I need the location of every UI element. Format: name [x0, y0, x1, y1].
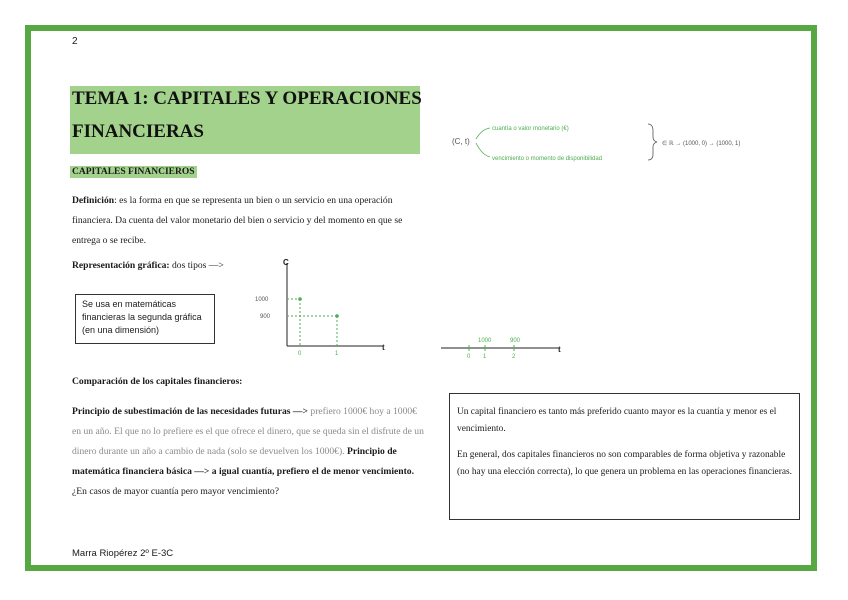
principle2-text: ¿En casos de mayor cuantía pero mayor vencimiento? [72, 486, 279, 497]
summary-paragraph-2: En general, dos capitales financieros no son comparables de forma objetiva y razonable (no hay una elección correcta), lo que genera un problema en las operaciones financieras. [457, 450, 792, 477]
graph2-x-label: t [558, 345, 561, 354]
graph1-y-label: C [283, 258, 289, 267]
graph2-x-tick-1: 1 [483, 354, 487, 360]
lower-branch-label: vencimiento o momento de disponibilidad [492, 156, 603, 162]
graph2-top-label-1000: 1000 [478, 338, 492, 344]
definition-term: Definición [72, 195, 115, 206]
graph1-y-tick-900: 900 [260, 314, 271, 320]
principle2-label: Principio de matemática financiera básica —> a igual cuantía, prefiero el de menor vencimiento. [72, 446, 414, 477]
representation-label: Representación gráfica: [72, 260, 170, 271]
graph-two-dimensions [250, 255, 390, 360]
summary-box [449, 393, 800, 520]
capital-pair-notation: (C, t) [452, 137, 470, 146]
graph1-point-b [335, 314, 339, 318]
capital-example: ∈ ℝ → (1000, 0) → (1000, 1) [662, 141, 741, 147]
graph1-point-a [298, 297, 302, 301]
lower-branch-line [476, 143, 490, 157]
footer-author: Marra Riopérez 2º E-3C [72, 548, 174, 559]
summary-paragraph-1: Un capital financiero es tanto más preferido cuanto mayor es la cuantía y menor es el vencimiento. [457, 407, 777, 434]
principle1-label: Principio de subestimación de las necesidades futuras —> [72, 406, 308, 417]
page-number: 2 [72, 36, 78, 47]
upper-branch-line [476, 128, 490, 139]
page-title-line-1: TEMA 1: CAPITALES Y OPERACIONES [72, 88, 422, 109]
capital-pair-diagram [450, 115, 780, 170]
principles-paragraph [72, 402, 427, 502]
graph2-x-tick-2: 2 [512, 354, 516, 360]
principle1-text: prefiero 1000€ hoy a 1000€ en un año. El que no lo prefiere es el que ofrece el dinero, que se queda sin el disfrute de un dinero durante un año a cambio de nada (solo se devuelven los 1000€). [72, 406, 424, 457]
representation-text: dos tipos —> [169, 260, 224, 271]
definition-text: : es la forma en que se representa un bien o un servicio en una operación financiera. Da cuenta del valor monetario del bien o servicio y del momento en que se entrega o se recibe. [72, 195, 403, 246]
graph2-top-label-900: 900 [510, 338, 521, 344]
graph1-x-label: t [382, 343, 385, 352]
brace-icon [648, 124, 657, 160]
comparison-heading: Comparación de los capitales financieros: [72, 376, 243, 387]
graph-one-dimension [438, 332, 573, 362]
definition-paragraph [72, 191, 422, 251]
title-highlight [70, 86, 420, 154]
page-title-line-2: FINANCIERAS [72, 121, 204, 142]
graph1-y-tick-1000: 1000 [255, 297, 269, 303]
upper-branch-label: cuantía o valor monetario (€) [492, 126, 569, 132]
graph1-x-tick-0: 0 [298, 351, 302, 357]
graph1-x-tick-1: 1 [335, 351, 339, 357]
section-heading: CAPITALES FINANCIEROS [72, 167, 195, 177]
graph2-x-tick-0: 0 [467, 354, 471, 360]
note-box: Se usa en matemáticas financieras la segunda gráfica (en una dimensión) [75, 294, 215, 344]
